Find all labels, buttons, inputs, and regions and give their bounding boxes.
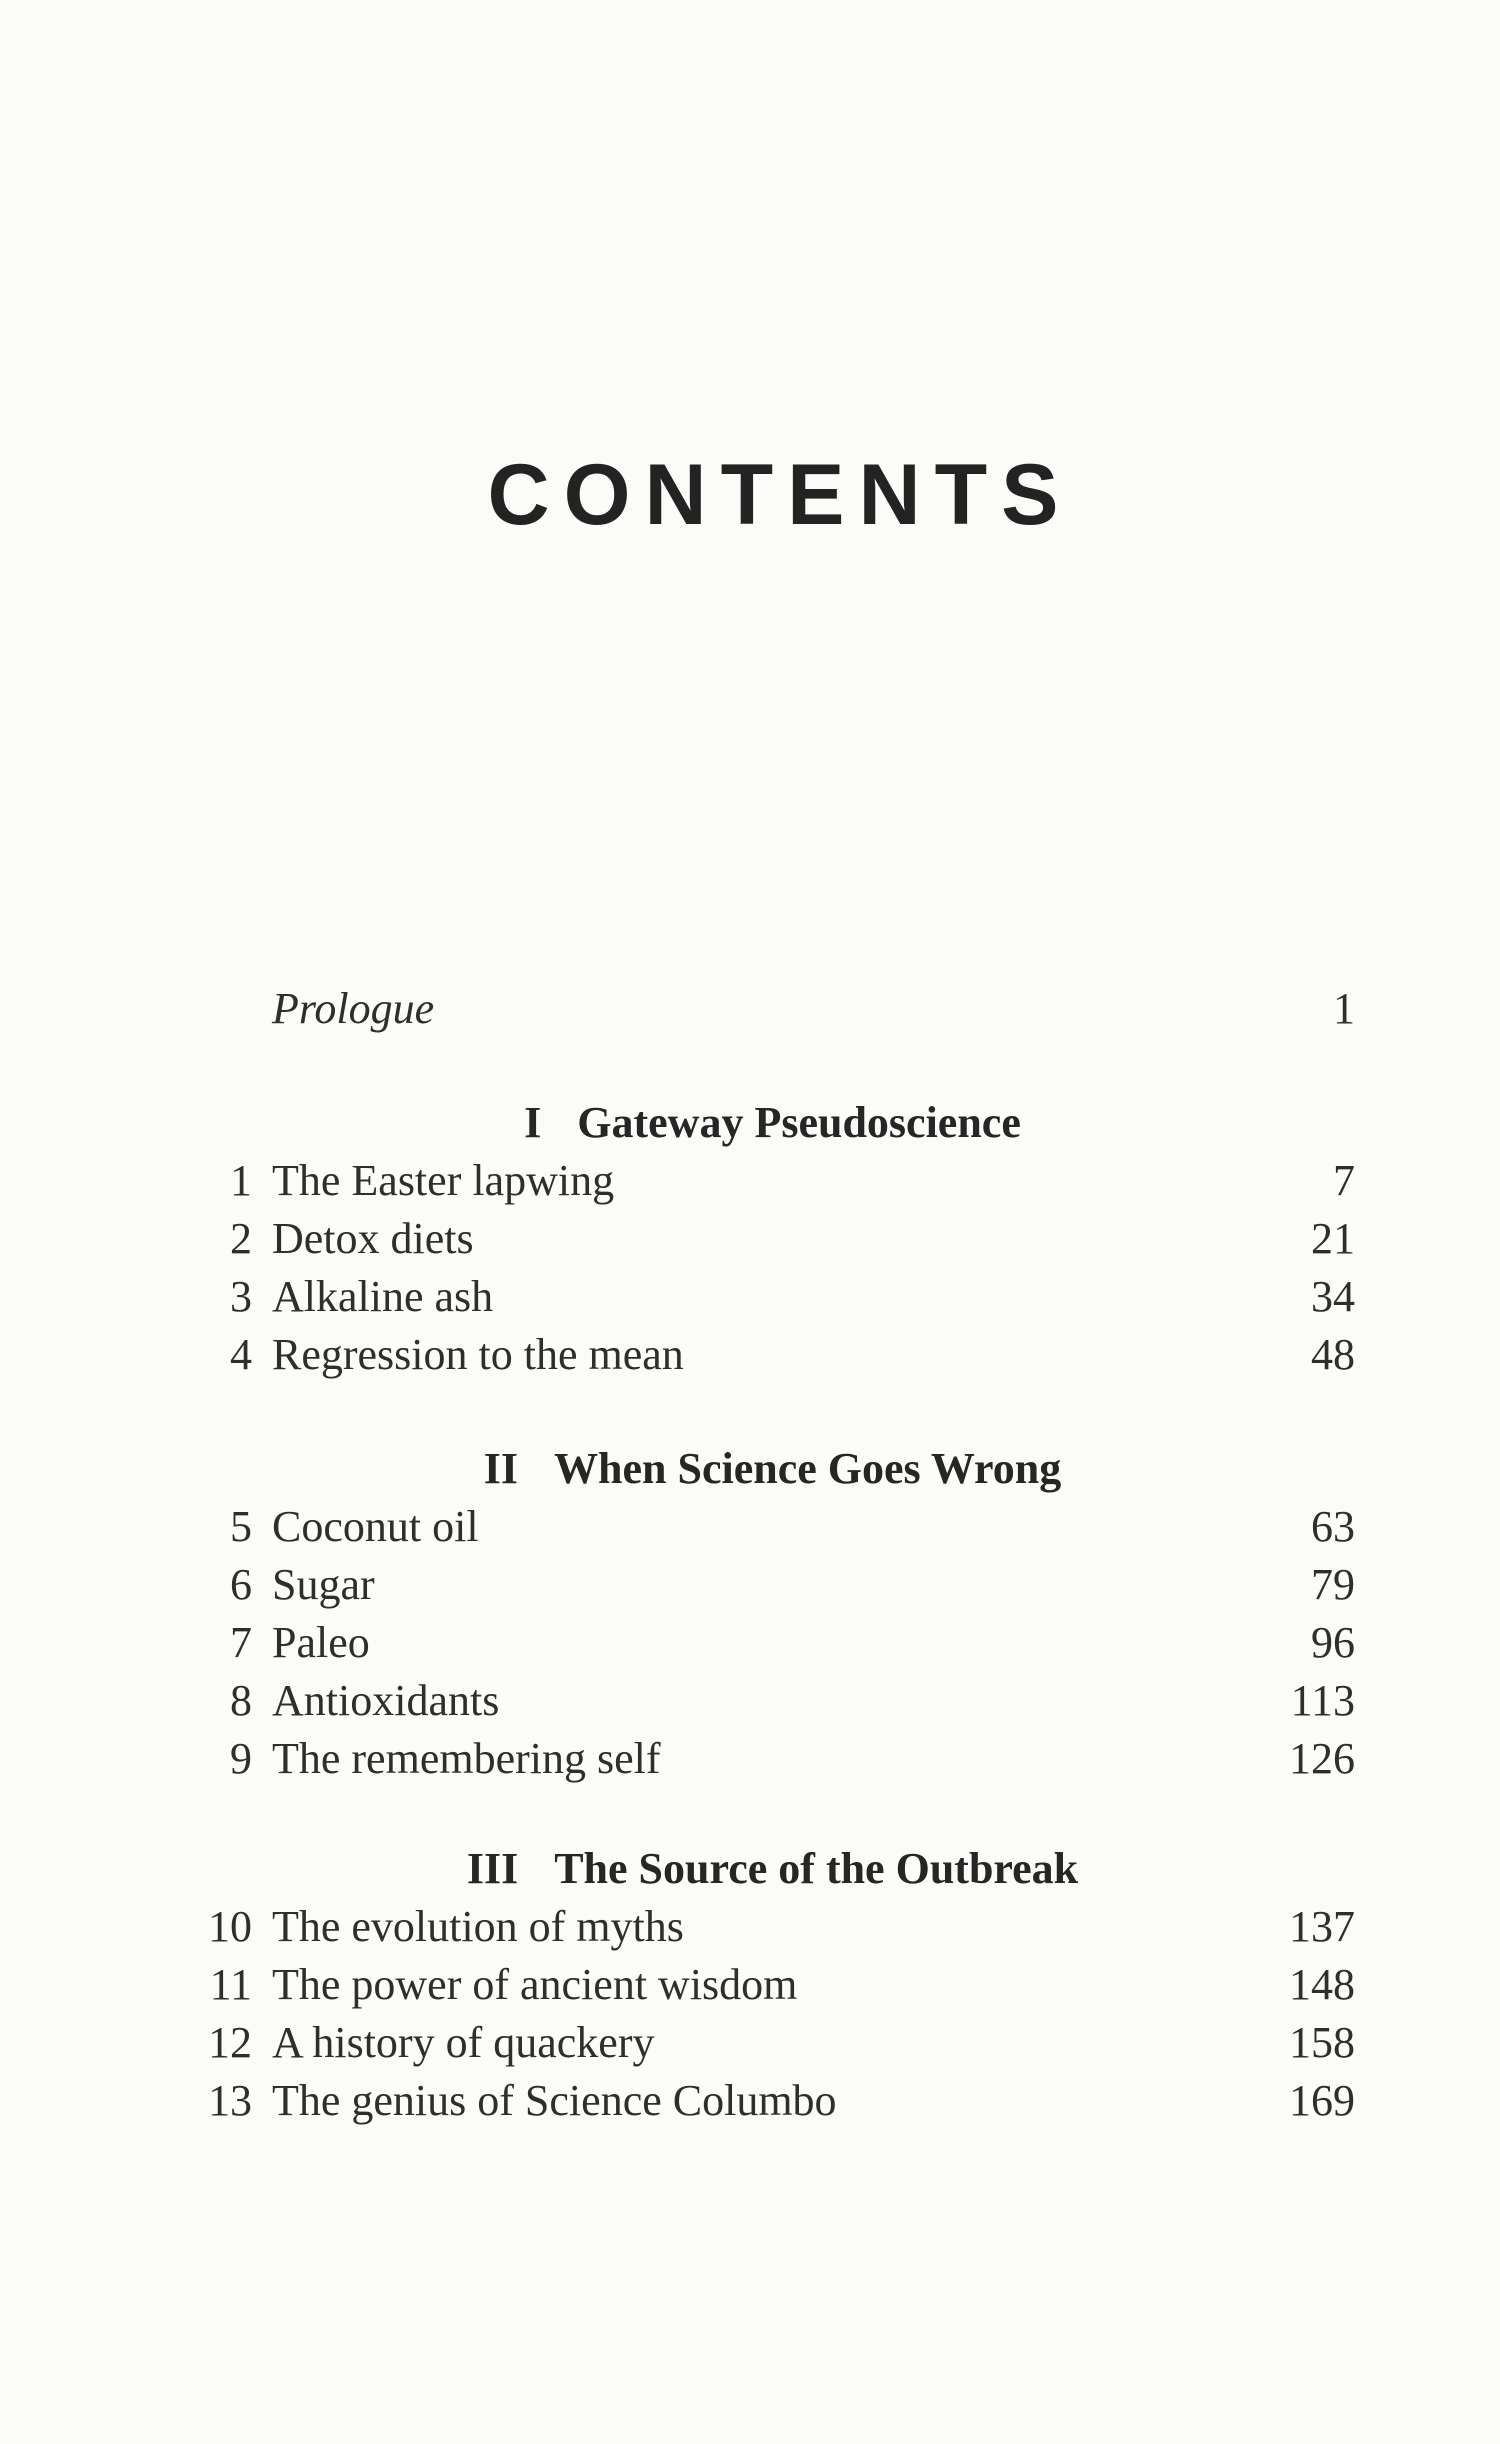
chapter-page-number: 63: [1311, 1502, 1355, 1551]
toc-entry: [190, 1152, 1355, 1210]
chapter-title: Coconut oil: [272, 1502, 479, 1551]
chapter-number: 3: [230, 1272, 252, 1321]
chapter-title: Antioxidants: [272, 1676, 500, 1725]
part-number: II: [483, 1444, 518, 1493]
chapter-number: 2: [230, 1214, 252, 1263]
chapter-page-number: 48: [1311, 1330, 1355, 1379]
chapter-page-number: 158: [1289, 2018, 1355, 2067]
toc-entry: [190, 1556, 1355, 1614]
chapter-title: Sugar: [272, 1560, 375, 1609]
chapter-page-number: 137: [1289, 1902, 1355, 1951]
chapter-title: The evolution of myths: [272, 1902, 684, 1951]
chapter-page-number: 169: [1289, 2076, 1355, 2125]
chapter-title: Alkaline ash: [272, 1272, 494, 1321]
toc-entry: [190, 1898, 1355, 1956]
part-title: Gateway Pseudoscience: [577, 1098, 1021, 1147]
chapter-number: 12: [208, 2018, 252, 2067]
chapter-number: 7: [230, 1618, 252, 1667]
chapter-page-number: 79: [1311, 1560, 1355, 1609]
chapter-title: The power of ancient wisdom: [272, 1960, 798, 2009]
toc-entry: [190, 1614, 1355, 1672]
chapter-number: 10: [208, 1902, 252, 1951]
chapter-title: A history of quackery: [272, 2018, 655, 2067]
chapter-title: Paleo: [272, 1618, 370, 1667]
chapter-number: 9: [230, 1734, 252, 1783]
page-title: CONTENTS: [487, 447, 1073, 543]
part-heading: [190, 1440, 1355, 1498]
chapter-number: 6: [230, 1560, 252, 1609]
toc-entry: [190, 1326, 1355, 1384]
chapter-page-number: 21: [1311, 1214, 1355, 1263]
chapter-number: 11: [209, 1960, 252, 2009]
chapter-page-number: 113: [1290, 1676, 1355, 1725]
toc-entry: [190, 1730, 1355, 1788]
toc-entry: [190, 1268, 1355, 1326]
chapter-page-number: 7: [1333, 1156, 1355, 1205]
chapter-title: Detox diets: [272, 1214, 474, 1263]
chapter-page-number: 148: [1289, 1960, 1355, 2009]
chapter-number: 8: [230, 1676, 252, 1725]
chapter-page-number: 96: [1311, 1618, 1355, 1667]
chapter-title: The remembering self: [272, 1734, 661, 1783]
part-number: III: [466, 1844, 519, 1893]
part-number: I: [524, 1098, 542, 1147]
chapter-number: 4: [230, 1330, 252, 1379]
chapter-title: The genius of Science Columbo: [272, 2076, 837, 2125]
part-heading: [190, 1094, 1355, 1152]
entry-page-number: 1: [1333, 984, 1355, 1033]
chapter-page-number: 34: [1311, 1272, 1355, 1321]
toc-entry: [190, 2072, 1355, 2130]
entry-title: Prologue: [272, 984, 435, 1033]
part-title: The Source of the Outbreak: [554, 1844, 1079, 1893]
toc-entry: [190, 2014, 1355, 2072]
toc-entry-prologue: [190, 980, 1355, 1038]
part-heading: [190, 1840, 1355, 1898]
chapter-title: The Easter lapwing: [272, 1156, 615, 1205]
toc-entry: [190, 1956, 1355, 2014]
part-title: When Science Goes Wrong: [554, 1444, 1062, 1493]
toc-entry: [190, 1672, 1355, 1730]
chapter-page-number: 126: [1289, 1734, 1355, 1783]
toc-entry: [190, 1210, 1355, 1268]
chapter-number: 5: [230, 1502, 252, 1551]
chapter-title: Regression to the mean: [272, 1330, 684, 1379]
toc-entry: [190, 1498, 1355, 1556]
chapter-number: 13: [208, 2076, 252, 2125]
chapter-number: 1: [230, 1156, 252, 1205]
